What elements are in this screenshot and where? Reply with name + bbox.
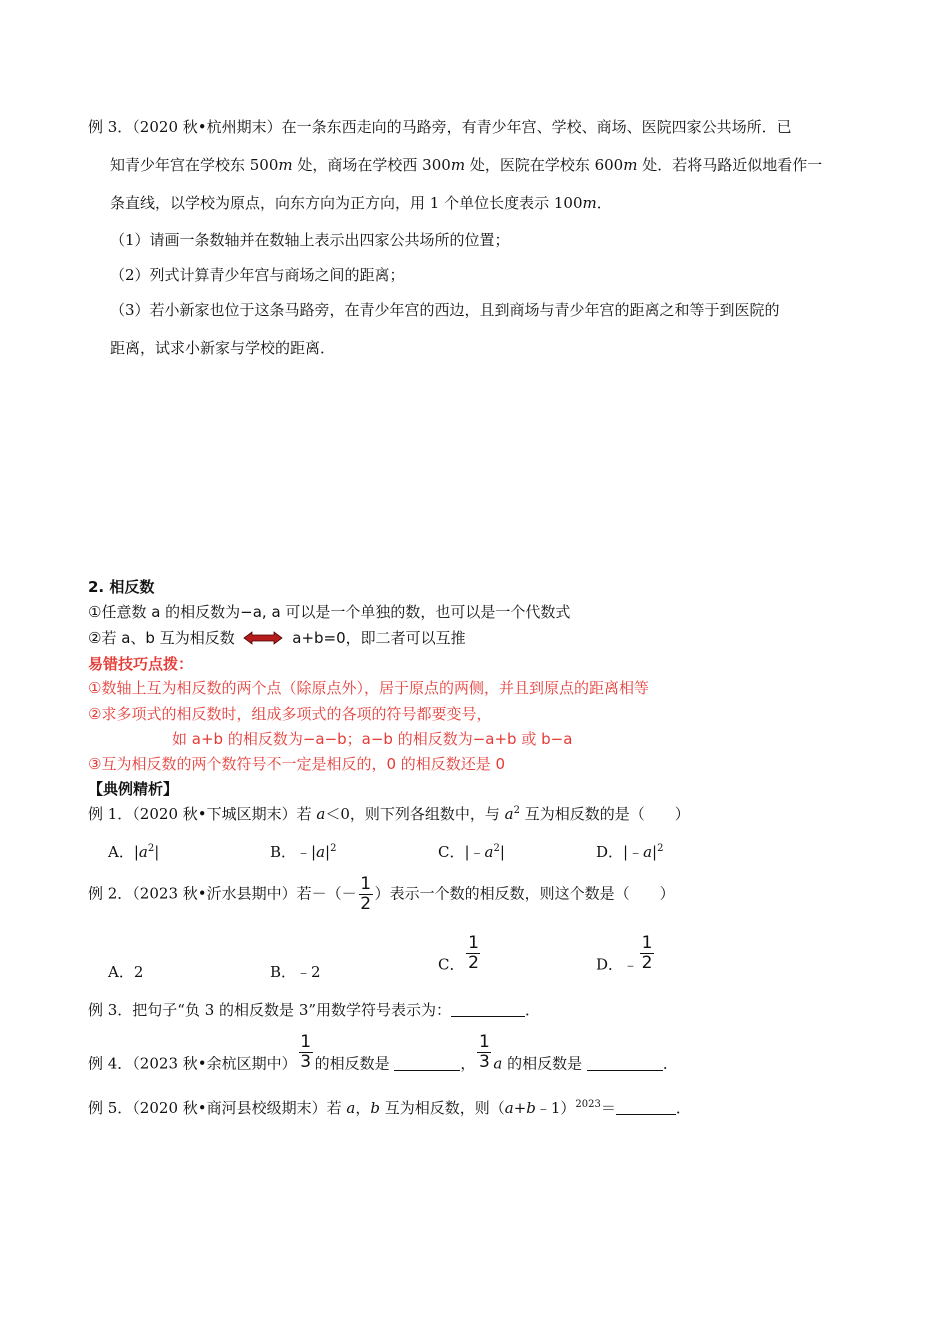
fraction-one-third: $\frac{1}{3}$ — [478, 1032, 490, 1072]
point-1: ①任意数 a 的相反数为−a, a 可以是一个单独的数，也可以是一个代数式 — [88, 603, 571, 621]
tip-1: ①数轴上互为相反数的两个点（除原点外），居于原点的两侧，并且到原点的距离相等 — [88, 679, 649, 697]
ex4-stem: 例 4．（2023 秋•余杭区期中） $\frac{1}{3}$ 的相反数是 ， $\frac{1}{3}$ a 的相反数是 ． — [88, 1032, 678, 1073]
ex1-option-c: C．$|﹣a^2|$ — [438, 843, 505, 861]
ex2-option-d: D．﹣ $\frac{1}{2}$ — [596, 933, 653, 974]
ex3-stem: 例 3．把句子“负 3 的相反数是 3”用数学符号表示为： ． — [88, 1001, 541, 1019]
ex2-stem: 例 2．（2023 秋•沂水县期中）若－（－ $\frac{1}{2}$ ）表示一个数的相反数，则这个数是（ ） — [88, 874, 675, 914]
tip-2: ②求多项式的相反数时，组成多项式的各项的符号都要变号， — [88, 705, 492, 723]
point-2: ②若 a、b 互为相反数 a+b=0，即二者可以互推 — [88, 629, 466, 647]
ex2-option-a: A．2 — [108, 963, 144, 981]
example3-line1: 例 3．（2020 秋•杭州期末）在一条东西走向的马路旁，有青少年宫、学校、商场、医院四家公共场所．已 — [88, 118, 792, 136]
ex2-option-c: C． $\frac{1}{2}$ — [438, 933, 479, 974]
ex5-stem: 例 5．（2020 秋•商河县校级期末）若 a，b 互为相反数，则（a+b﹣1）$^{2023}$＝ ． — [88, 1099, 691, 1117]
ex1-option-d: D．$|﹣a|^2$ — [596, 843, 664, 861]
example3-question-3-line1: （3）若小新家也位于这条马路旁，在青少年宫的西边，且到商场与青少年宫的距离之和等于到医院的 — [110, 301, 780, 319]
answer-blank[interactable] — [587, 1056, 663, 1071]
ex2-option-b: B．﹣2 — [270, 963, 321, 981]
fraction-one-half: $\frac{1}{2}$ — [641, 933, 653, 973]
example3-question-2: （2）列式计算青少年宫与商场之间的距离； — [110, 266, 405, 284]
ex1-stem: 例 1．（2020 秋•下城区期末）若 a＜0，则下列各组数中，与 $a^2$ 互为相反数的是（ ） — [88, 805, 690, 823]
ex1-option-b: B．$﹣|a|^2$ — [270, 843, 337, 861]
example3-line2: 知青少年宫在学校东 500m 处，商场在学校西 300m 处，医院在学校东 600m 处．若将马路近似地看作一 — [110, 156, 823, 174]
example3-question-1: （1）请画一条数轴并在数轴上表示出四家公共场所的位置； — [110, 231, 510, 249]
example3-line3: 条直线，以学校为原点，向东方向为正方向，用 1 个单位长度表示 100m． — [110, 194, 612, 212]
section-heading: 2. 相反数 — [88, 578, 155, 596]
examples-heading: 【典例精析】 — [88, 780, 179, 798]
tip-2-example: 如 a+b 的相反数为−a−b；a−b 的相反数为−a+b 或 b−a — [172, 730, 573, 748]
answer-blank[interactable] — [451, 1002, 525, 1017]
example3-question-3-line2: 距离，试求小新家与学校的距离． — [110, 339, 336, 357]
ex1-option-a: A．$|a^2|$ — [108, 843, 160, 861]
answer-blank[interactable] — [616, 1100, 676, 1115]
double-arrow-icon — [243, 631, 283, 645]
answer-blank[interactable] — [394, 1056, 460, 1071]
tip-3: ③互为相反数的两个数符号不一定是相反的，0 的相反数还是 0 — [88, 755, 506, 773]
fraction-one-third: $\frac{1}{3}$ — [300, 1032, 312, 1072]
tips-title: 易错技巧点拨： — [88, 655, 194, 673]
fraction-one-half: $\frac{1}{2}$ — [468, 933, 479, 973]
fraction-one-half: $\frac{1}{2}$ — [360, 874, 372, 914]
